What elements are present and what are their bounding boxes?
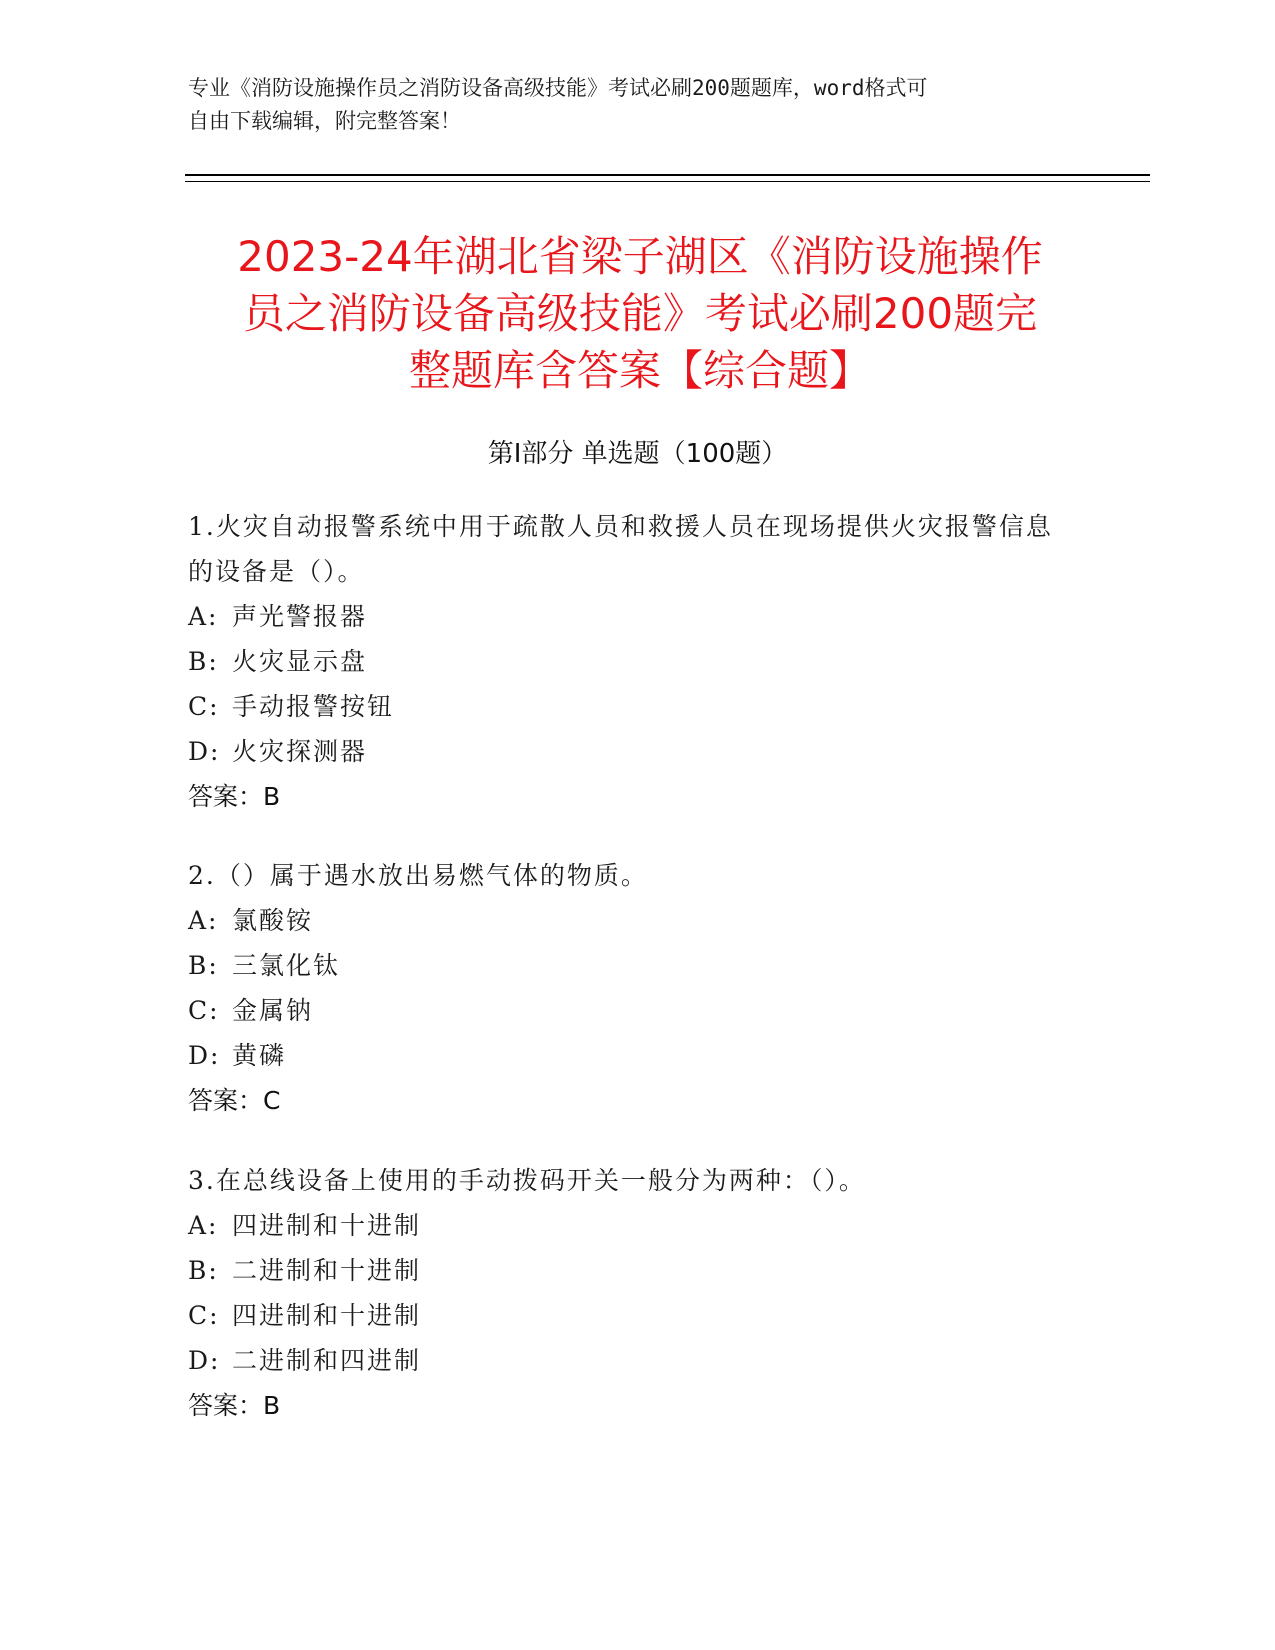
option-a xyxy=(188,898,1068,943)
document-title-line-1: 2023-24年湖北省梁子湖区《消防设施操作 xyxy=(237,232,1043,281)
option-letter: A: xyxy=(188,1211,219,1240)
option-b xyxy=(188,1248,1068,1293)
option-letter: D: xyxy=(188,1041,221,1070)
option-d xyxy=(188,729,1068,774)
option-letter: B: xyxy=(188,1256,219,1285)
option-letter: C: xyxy=(188,1301,220,1330)
header-note xyxy=(188,72,1088,138)
option-text: 声光警报器 xyxy=(232,602,368,631)
option-text: 火灾探测器 xyxy=(232,737,368,766)
option-c xyxy=(188,988,1068,1033)
question-stem: 3.在总线设备上使用的手动拨码开关一般分为两种：（）。 xyxy=(188,1166,866,1195)
document-title-line-3: 整题库含答案【综合题】 xyxy=(408,346,871,395)
header-note-line-2: 自由下载编辑，附完整答案！ xyxy=(188,109,461,133)
option-a xyxy=(188,594,1068,639)
question-1 xyxy=(188,504,1068,819)
section-heading: 第Ⅰ部分 单选题（100题） xyxy=(487,439,788,469)
option-letter: B: xyxy=(188,647,219,676)
option-letter: C: xyxy=(188,996,220,1025)
option-d xyxy=(188,1338,1068,1383)
document-title-line-2: 员之消防设备高级技能》考试必刷200题完 xyxy=(242,289,1038,338)
option-letter: D: xyxy=(188,1346,221,1375)
question-stem: 2.（）属于遇水放出易燃气体的物质。 xyxy=(188,861,648,890)
option-text: 手动报警按钮 xyxy=(232,692,395,721)
option-letter: A: xyxy=(188,906,219,935)
option-letter: B: xyxy=(188,951,219,980)
option-text: 四进制和十进制 xyxy=(232,1301,422,1330)
option-b xyxy=(188,639,1068,684)
header-divider-thick xyxy=(185,174,1150,176)
option-letter: A: xyxy=(188,602,219,631)
option-text: 黄磷 xyxy=(232,1041,287,1070)
option-text: 金属钠 xyxy=(232,996,314,1025)
option-text: 火灾显示盘 xyxy=(232,647,368,676)
option-letter: D: xyxy=(188,737,221,766)
option-text: 三氯化钛 xyxy=(232,951,341,980)
question-2 xyxy=(188,853,1068,1123)
option-text: 四进制和十进制 xyxy=(232,1211,422,1240)
header-note-line-1: 专业《消防设施操作员之消防设备高级技能》考试必刷200题题库，word格式可 xyxy=(188,76,928,100)
option-text: 二进制和四进制 xyxy=(232,1346,422,1375)
option-a xyxy=(188,1203,1068,1248)
option-text: 氯酸铵 xyxy=(232,906,314,935)
answer-line: 答案：C xyxy=(188,1086,281,1115)
option-c xyxy=(188,684,1068,729)
option-text: 二进制和十进制 xyxy=(232,1256,422,1285)
option-b xyxy=(188,943,1068,988)
option-c xyxy=(188,1293,1068,1338)
answer-line: 答案：B xyxy=(188,1391,281,1420)
option-d xyxy=(188,1033,1068,1078)
question-stem: 1.火灾自动报警系统中用于疏散人员和救援人员在现场提供火灾报警信息的设备是（）。 xyxy=(188,512,1053,586)
document-title xyxy=(160,228,1120,399)
option-letter: C: xyxy=(188,692,220,721)
answer-line: 答案：B xyxy=(188,782,281,811)
question-3 xyxy=(188,1158,1068,1428)
header-divider-thin xyxy=(185,181,1150,182)
